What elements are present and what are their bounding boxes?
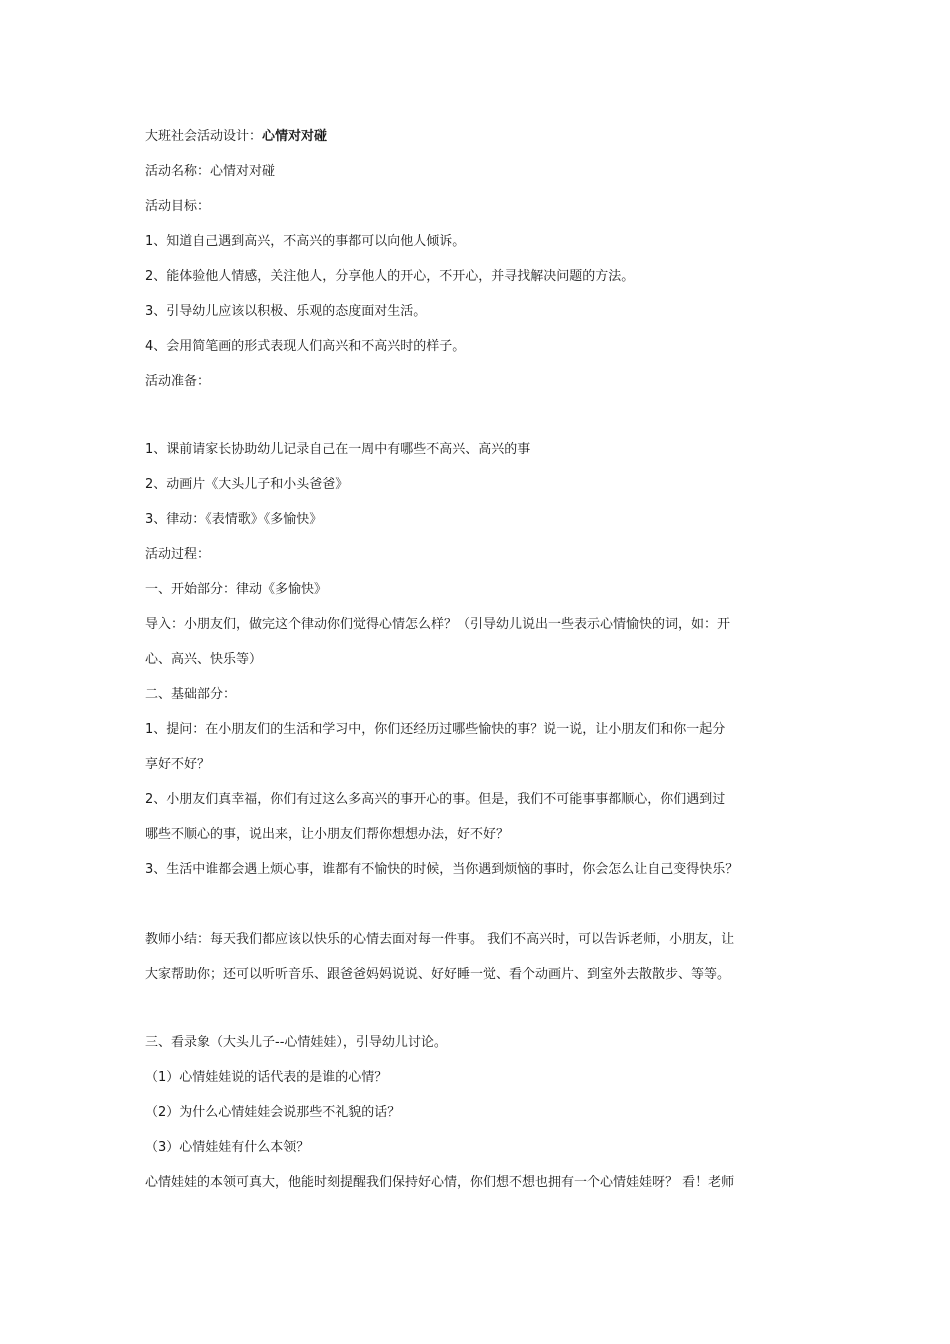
paragraph-line: 活动名称：心情对对碰 — [145, 164, 276, 179]
paragraph-line: 大家帮助你；还可以听听音乐、跟爸爸妈妈说说、好好睡一觉、看个动画片、到室外去散散步、等等。 — [145, 967, 731, 982]
paragraph-line: 1、知道自己遇到高兴，不高兴的事都可以向他人倾诉。 — [145, 234, 466, 249]
paragraph-line: 二、基础部分： — [145, 687, 237, 702]
paragraph-line: 三、看录象（大头儿子--心情娃娃），引导幼儿讨论。 — [145, 1035, 447, 1050]
paragraph-line: 心情娃娃的本领可真大，他能时刻提醒我们保持好心情，你们想不想也拥有一个心情娃娃呀？ 看！老师 — [145, 1175, 735, 1190]
paragraph-line: 2、能体验他人情感，关注他人，分享他人的开心，不开心，并寻找解决问题的方法。 — [145, 269, 635, 284]
paragraph-line: （1）心情娃娃说的话代表的是谁的心情？ — [145, 1070, 388, 1085]
paragraph-line: 1、课前请家长协助幼儿记录自己在一周中有哪些不高兴、高兴的事 — [145, 442, 531, 457]
paragraph-line: 哪些不顺心的事，说出来，让小朋友们帮你想想办法，好不好？ — [145, 827, 510, 842]
paragraph-line: 2、动画片《大头儿子和小头爸爸》 — [145, 477, 349, 492]
paragraph-line: （3）心情娃娃有什么本领？ — [145, 1140, 310, 1155]
paragraph-line: 一、开始部分：律动《多愉快》 — [145, 582, 328, 597]
paragraph-line: 活动准备： — [145, 374, 211, 389]
paragraph-line: 享好不好？ — [145, 757, 211, 772]
paragraph-line: 3、律动：《表情歌》《多愉快》 — [145, 512, 323, 527]
paragraph-line: 3、生活中谁都会遇上烦心事，谁都有不愉快的时候，当你遇到烦恼的事时，你会怎么让自己变得快乐？ — [145, 862, 739, 877]
paragraph-line: 4、会用简笔画的形式表现人们高兴和不高兴时的样子。 — [145, 339, 466, 354]
paragraph-line: 3、引导幼儿应该以积极、乐观的态度面对生活。 — [145, 304, 427, 319]
paragraph-line: 教师小结：每天我们都应该以快乐的心情去面对每一件事。 我们不高兴时，可以告诉老师，小朋友，让 — [145, 932, 735, 947]
title-bold: 心情对对碰 — [262, 129, 328, 144]
paragraph-line: 活动过程： — [145, 547, 211, 562]
paragraph-line: 2、小朋友们真幸福，你们有过这么多高兴的事开心的事。但是，我们不可能事事都顺心，你们遇到过 — [145, 792, 726, 807]
paragraph-line: 心、高兴、快乐等） — [145, 652, 263, 667]
paragraph-line: 1、提问：在小朋友们的生活和学习中，你们还经历过哪些愉快的事？说一说，让小朋友们和你一起分 — [145, 722, 726, 737]
paragraph-line: 活动目标： — [145, 199, 211, 214]
paragraph-line: 导入：小朋友们，做完这个律动你们觉得心情怎么样？（引导幼儿说出一些表示心情愉快的词，如：开 — [145, 617, 731, 632]
paragraph-line: （2）为什么心情娃娃会说那些不礼貌的话？ — [145, 1105, 401, 1120]
document-title — [145, 128, 327, 146]
title-prefix: 大班社会活动设计： — [145, 129, 263, 144]
